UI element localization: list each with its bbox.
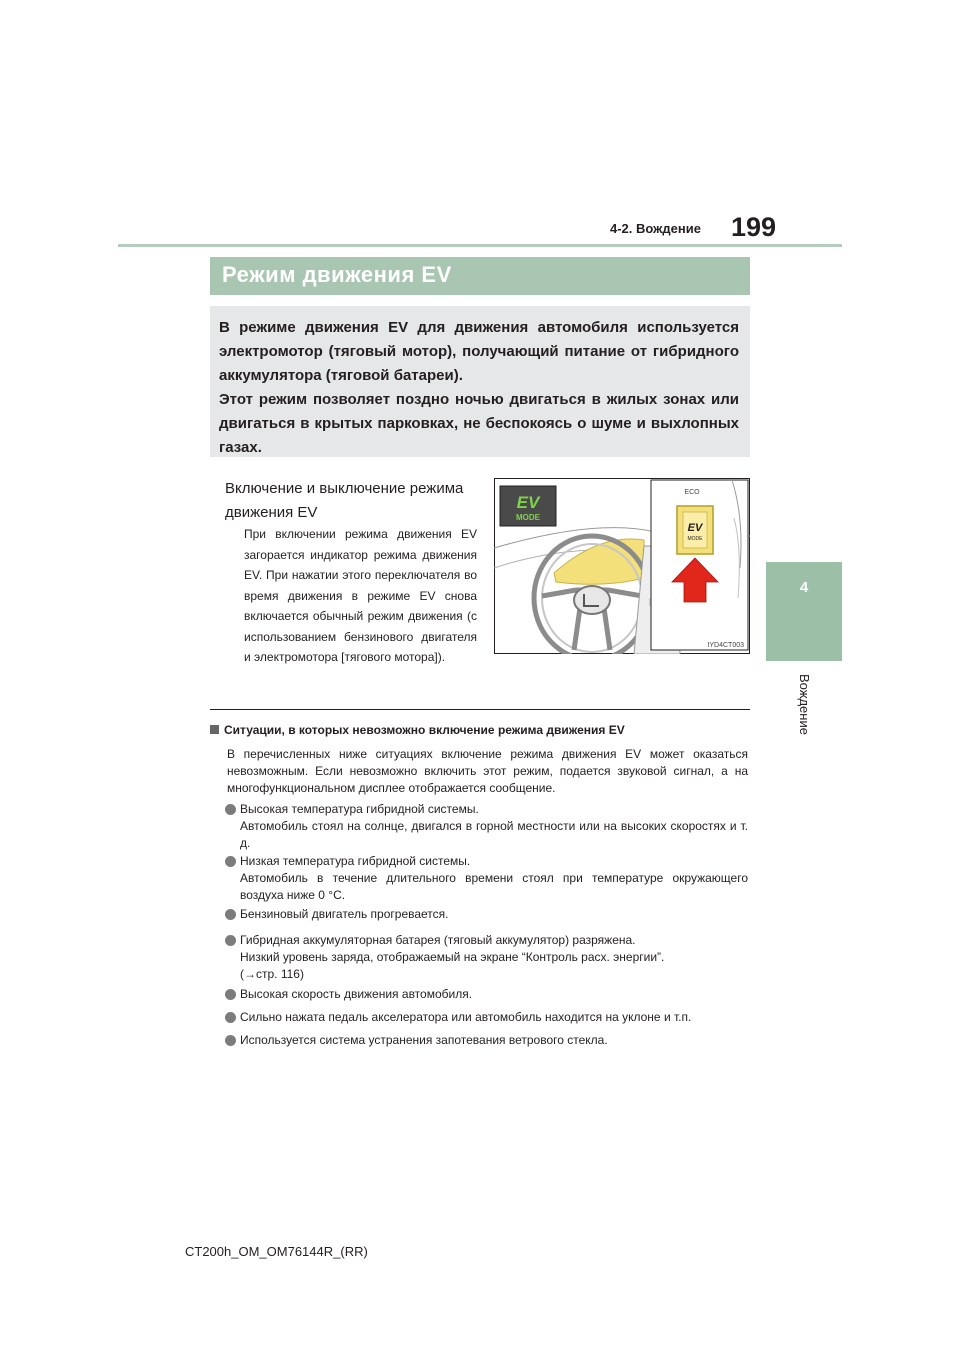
intro-paragraph-2: Этот режим позволяет поздно ночью двигаться в жилых зонах или двигаться в крытых парковках, не беспокоясь о шуме и выхлопных газах. [219,391,739,456]
condition-title: Низкая температура гибридной системы. [240,854,471,868]
ev-indicator-bottom: MODE [516,513,540,522]
condition-item [225,986,755,1003]
square-bullet-icon [210,725,219,734]
ev-indicator-top: EV [516,493,540,512]
ev-button-bottom: MODE [687,536,703,542]
document-code-footer: CT200h_OM_OM76144R_(RR) [185,1244,368,1259]
ev-mode-figure-icon [494,478,750,654]
condition-item [225,801,755,852]
condition-item [225,906,755,923]
condition-title: Используется система устранения запотевания ветрового стекла. [240,1033,608,1047]
condition-detail: Автомобиль стоял на солнце, двигался в горной местности или на высоких скоростях и т. д. [240,819,748,850]
bullet-dot-icon [225,935,236,946]
figure-code: IYD4CT003 [707,642,744,649]
bullet-dot-icon [225,1012,236,1023]
condition-page-ref: (→стр. 116) [240,967,304,981]
condition-title: Высокая температура гибридной системы. [240,802,479,816]
condition-item [225,1032,755,1049]
page-number: 199 [731,212,777,242]
chapter-tab [766,562,842,661]
condition-detail: Низкий уровень заряда, отображаемый на экране “Контроль расх. энергии”. [240,950,665,964]
chapter-tab-label: Вождение [797,674,812,735]
condition-item [225,853,755,904]
condition-item [225,932,755,983]
conditions-heading-text: Ситуации, в которых невозможно включение режима движения EV [224,723,625,737]
switching-body: При включении режима движения EV загорается индикатор режима движения EV. При нажатии этого переключателя во время движения в режиме EV снова включается обычный режим движения (с использованием бензинового двигателя и электромотора [тягового мотора]). [244,527,477,664]
bullet-dot-icon [225,856,236,867]
condition-item [225,1009,755,1026]
bullet-dot-icon [225,909,236,920]
bullet-dot-icon [225,1035,236,1046]
ev-button-top: EV [687,522,703,534]
bullet-dot-icon [225,989,236,1000]
intro-paragraph-1: В режиме движения EV для движения автомобиля используется электромотор (тяговый мотор), получающий питание от гибридного аккумулятора (тяговой батареи). [219,319,739,384]
condition-title: Бензиновый двигатель прогревается. [240,907,449,921]
ev-mode-figure [494,478,750,654]
eco-label: ECO [684,489,700,496]
conditions-heading [210,723,625,737]
section-label: 4-2. Вождение [610,221,701,236]
header-divider [118,244,842,247]
chapter-tab-number: 4 [799,579,809,596]
condition-title: Сильно нажата педаль акселератора или автомобиль находится на уклоне и т.п. [240,1010,692,1024]
conditions-intro: В перечисленных ниже ситуациях включение режима движения EV может оказаться невозможным. Если невозможно включить этот режим, подается звуковой сигнал, а на многофункциональном дисплее отображается сообщение. [227,747,748,795]
section-separator [210,709,750,710]
switching-heading: Включение и выключение режима движения EV [225,480,464,521]
bullet-dot-icon [225,804,236,815]
section-title: Режим движения EV [222,262,452,287]
condition-detail: Автомобиль в течение длительного времени стоял при температуре окружающего воздуха ниже 0 °C. [240,871,748,902]
condition-title: Высокая скорость движения автомобиля. [240,987,473,1001]
condition-title: Гибридная аккумуляторная батарея (тяговый аккумулятор) разряжена. [240,933,636,947]
